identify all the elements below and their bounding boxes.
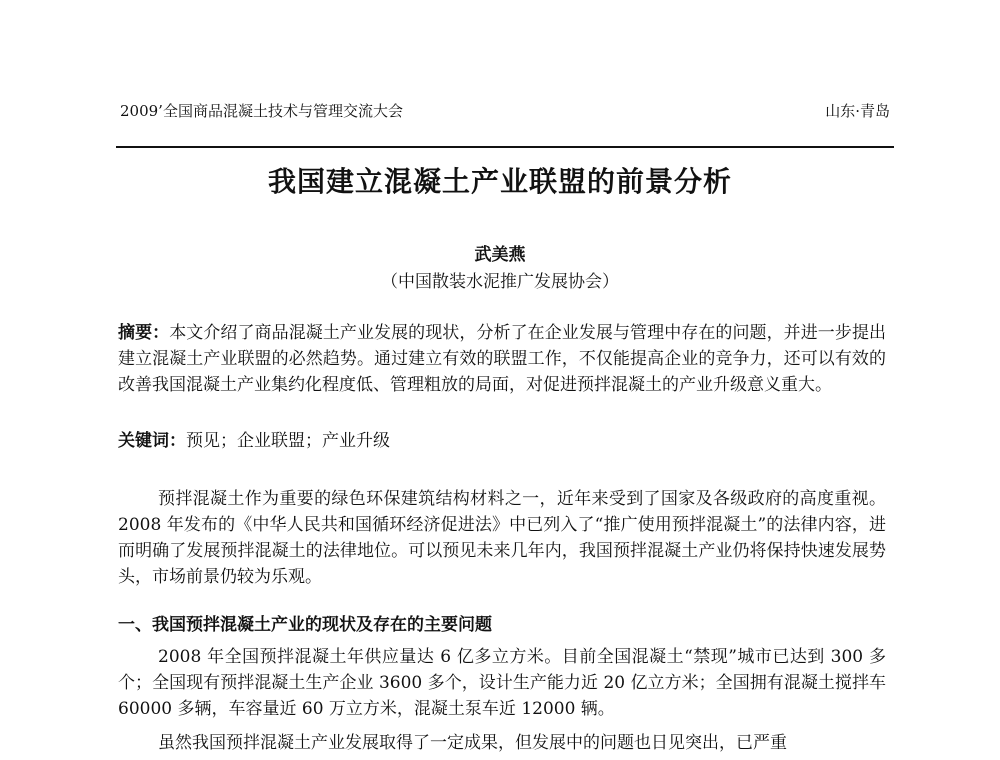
body-paragraph: 2008 年全国预拌混凝土年供应量达 6 亿多立方米。目前全国混凝土“禁现”城市已达到 300 多个；全国现有预拌混凝土生产企业 3600 多个，设计生产能力近 20 亿立方米；全国拥有混凝土搅拌车 60000 多辆，车容量近 60 万立方米，混凝土泵车近 12000 辆。 xyxy=(118,647,886,719)
author-name: 武美燕 xyxy=(474,245,526,265)
abstract xyxy=(118,320,886,398)
section-heading: 一、我国预拌混凝土产业的现状及存在的主要问题 xyxy=(118,615,492,635)
abstract-label: 摘要： xyxy=(118,323,170,343)
conference-name: 2009’全国商品混凝土技术与管理交流大会 xyxy=(120,102,403,120)
keywords-label: 关键词： xyxy=(118,431,186,451)
intro-paragraph: 预拌混凝土作为重要的绿色环保建筑结构材料之一，近年来受到了国家及各级政府的高度重视。2008 年发布的《中华人民共和国循环经济促进法》中已列入了“推广使用预拌混凝土”的法律内容，进而明确了发展预拌混凝土的法律地位。可以预见未来几年内，我国预拌混凝土产业仍将保持快速发展势头，市场前景仍较为乐观。 xyxy=(118,489,886,587)
keywords-text: 预见；企业联盟；产业升级 xyxy=(186,431,390,451)
body-paragraph-continued: 虽然我国预拌混凝土产业发展取得了一定成果，但发展中的问题也日见突出，已严重 xyxy=(158,733,787,753)
keywords xyxy=(118,428,886,454)
abstract-text: 本文介绍了商品混凝土产业发展的现状，分析了在企业发展与管理中存在的问题，并进一步提出建立混凝土产业联盟的必然趋势。通过建立有效的联盟工作，不仅能提高企业的竞争力，还可以有效的改善我国混凝土产业集约化程度低、管理粗放的局面，对促进预拌混凝土的产业升级意义重大。 xyxy=(118,323,887,395)
author-affiliation: （中国散装水泥推广发展协会） xyxy=(381,272,619,292)
running-header xyxy=(120,100,890,121)
paper-title: 我国建立混凝土产业联盟的前景分析 xyxy=(267,165,732,198)
conference-location: 山东·青岛 xyxy=(825,102,890,120)
header-rule xyxy=(116,146,894,148)
